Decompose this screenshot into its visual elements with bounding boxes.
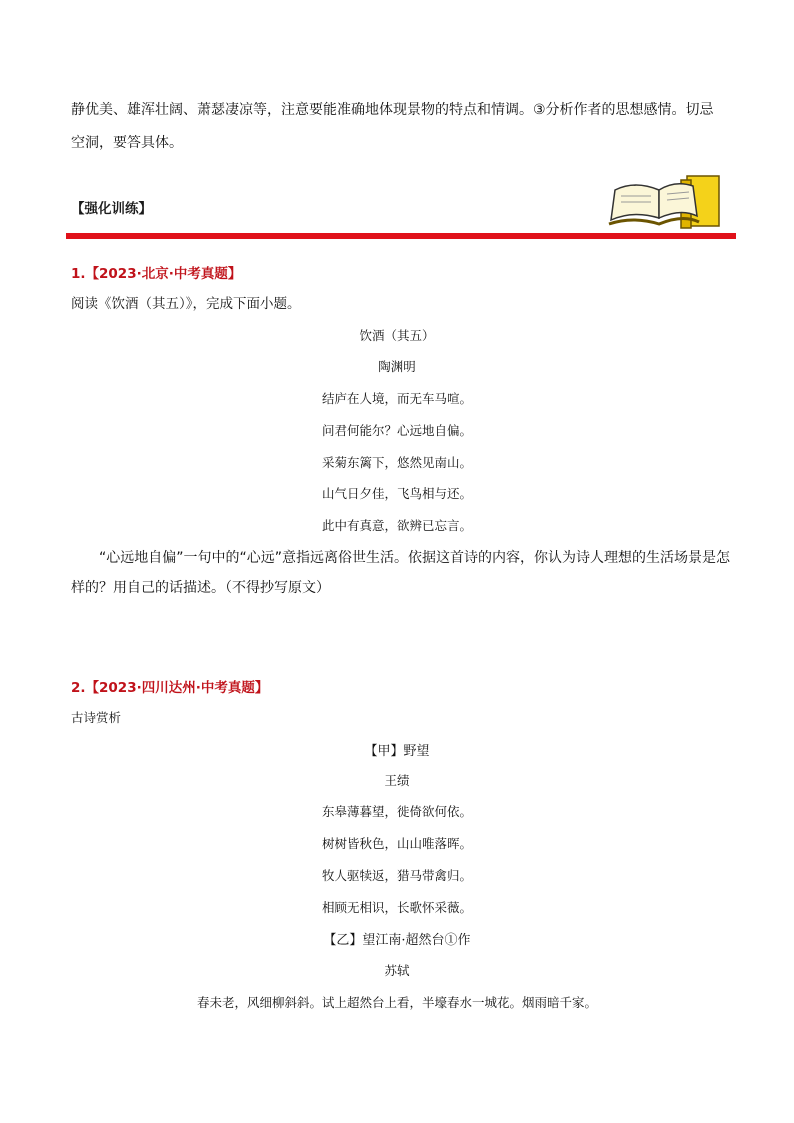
poem-1-line: 此中有真意，欲辨已忘言。 bbox=[321, 518, 472, 533]
question-1-prompt-line-2: 样的？用自己的话描述。（不得抄写原文） bbox=[71, 580, 330, 596]
open-book-icon bbox=[607, 170, 725, 232]
section-title: 【强化训练】 bbox=[71, 201, 152, 217]
question-1-prompt bbox=[71, 543, 731, 603]
question-2-instruction: 古诗赏析 bbox=[71, 710, 122, 725]
poem-1-title: 饮酒（其五） bbox=[359, 328, 435, 343]
question-1-header: 1.【2023·北京·中考真题】 bbox=[71, 266, 242, 282]
poem-1-line: 问君何能尔？心远地自偏。 bbox=[321, 423, 472, 438]
poem-yi-line: 春未老，风细柳斜斜。试上超然台上看，半壕春水一城花。烟雨暗千家。 bbox=[196, 995, 597, 1010]
section-divider bbox=[66, 233, 736, 239]
poem-jia-line: 相顾无相识，长歌怀采薇。 bbox=[321, 900, 472, 915]
poem-1-author: 陶渊明 bbox=[378, 359, 416, 374]
poem-jia-line: 东皋薄暮望，徙倚欲何依。 bbox=[321, 804, 472, 819]
poem-jia-line: 树树皆秋色，山山唯落晖。 bbox=[321, 836, 472, 851]
question-1-instruction: 阅读《饮酒（其五）》，完成下面小题。 bbox=[71, 296, 301, 312]
poem-jia-author: 王绩 bbox=[384, 773, 410, 788]
poem-jia-title: 【甲】野望 bbox=[364, 744, 430, 759]
intro-text bbox=[71, 94, 731, 160]
poem-1-line: 采菊东篱下，悠然见南山。 bbox=[321, 455, 472, 470]
poem-jia-line: 牧人驱犊返，猎马带禽归。 bbox=[321, 868, 472, 883]
poem-1-line: 结庐在人境，而无车马喧。 bbox=[321, 391, 472, 406]
poem-yi-title: 【乙】望江南·超然台①作 bbox=[323, 933, 471, 948]
question-1-prompt-line-1: “心远地自偏”一句中的“心远”意指远离俗世生活。依据这首诗的内容，你认为诗人理想的生活场景是怎 bbox=[99, 550, 731, 566]
intro-line-2: 空洞，要答具体。 bbox=[71, 135, 183, 151]
poem-1-line: 山气日夕佳，飞鸟相与还。 bbox=[321, 486, 472, 501]
poem-yi-author: 苏轼 bbox=[384, 963, 410, 978]
question-2-header: 2.【2023·四川达州·中考真题】 bbox=[71, 680, 269, 696]
intro-line-1: 静优美、雄浑壮阔、萧瑟凄凉等，注意要能准确地体现景物的特点和情调。③分析作者的思想感情。切忌 bbox=[71, 102, 714, 118]
